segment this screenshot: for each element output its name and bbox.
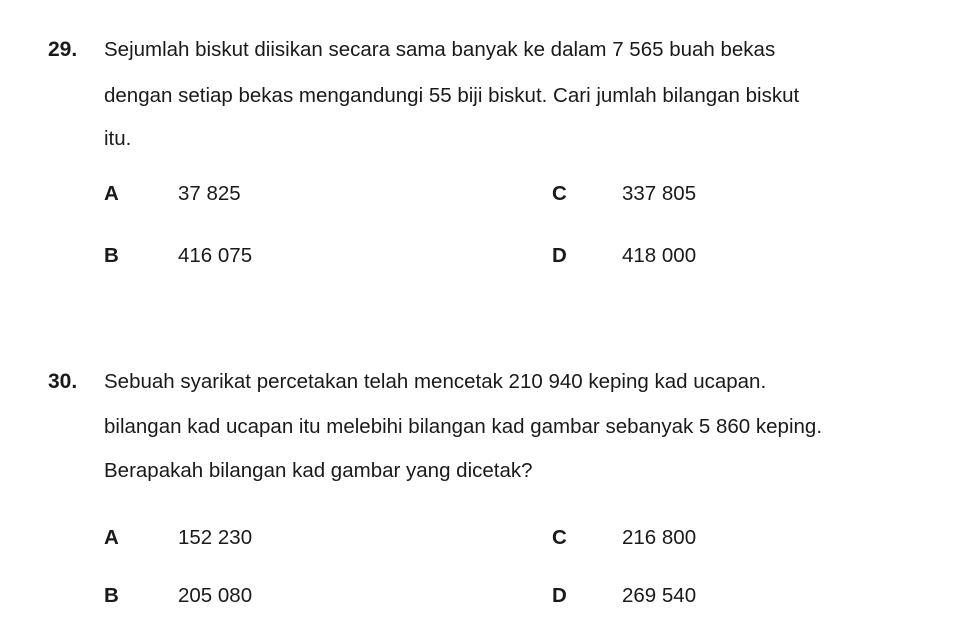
- option-b-value: 416 075: [178, 244, 253, 267]
- option-b-value: 205 080: [178, 584, 253, 607]
- option-d-letter: D: [552, 244, 567, 267]
- option-d-value: 418 000: [622, 244, 697, 267]
- option-c-letter: C: [552, 182, 567, 205]
- option-b-letter: B: [104, 244, 119, 267]
- option-a-letter: A: [104, 182, 119, 205]
- option-a-value: 37 825: [178, 182, 241, 205]
- option-c-value: 216 800: [622, 526, 697, 549]
- option-b-letter: B: [104, 584, 119, 607]
- question-text-line: bilangan kad ucapan itu melebihi bilangan kad gambar sebanyak 5 860 keping.: [104, 415, 823, 438]
- question-text-line: Sejumlah biskut diisikan secara sama banyak ke dalam 7 565 buah bekas: [104, 38, 776, 61]
- option-d-letter: D: [552, 584, 567, 607]
- question-text-line: dengan setiap bekas mengandungi 55 biji biskut. Cari jumlah bilangan biskut: [104, 84, 800, 107]
- question-text-line: Sebuah syarikat percetakan telah mencetak 210 940 keping kad ucapan.: [104, 370, 767, 393]
- option-c-value: 337 805: [622, 182, 697, 205]
- question-text-line: Berapakah bilangan kad gambar yang dicetak?: [104, 459, 533, 482]
- option-c-letter: C: [552, 526, 567, 549]
- question-number: 29.: [48, 38, 78, 61]
- question-number: 30.: [48, 370, 78, 393]
- option-d-value: 269 540: [622, 584, 697, 607]
- question-text-line: itu.: [104, 127, 132, 150]
- option-a-value: 152 230: [178, 526, 253, 549]
- option-a-letter: A: [104, 526, 119, 549]
